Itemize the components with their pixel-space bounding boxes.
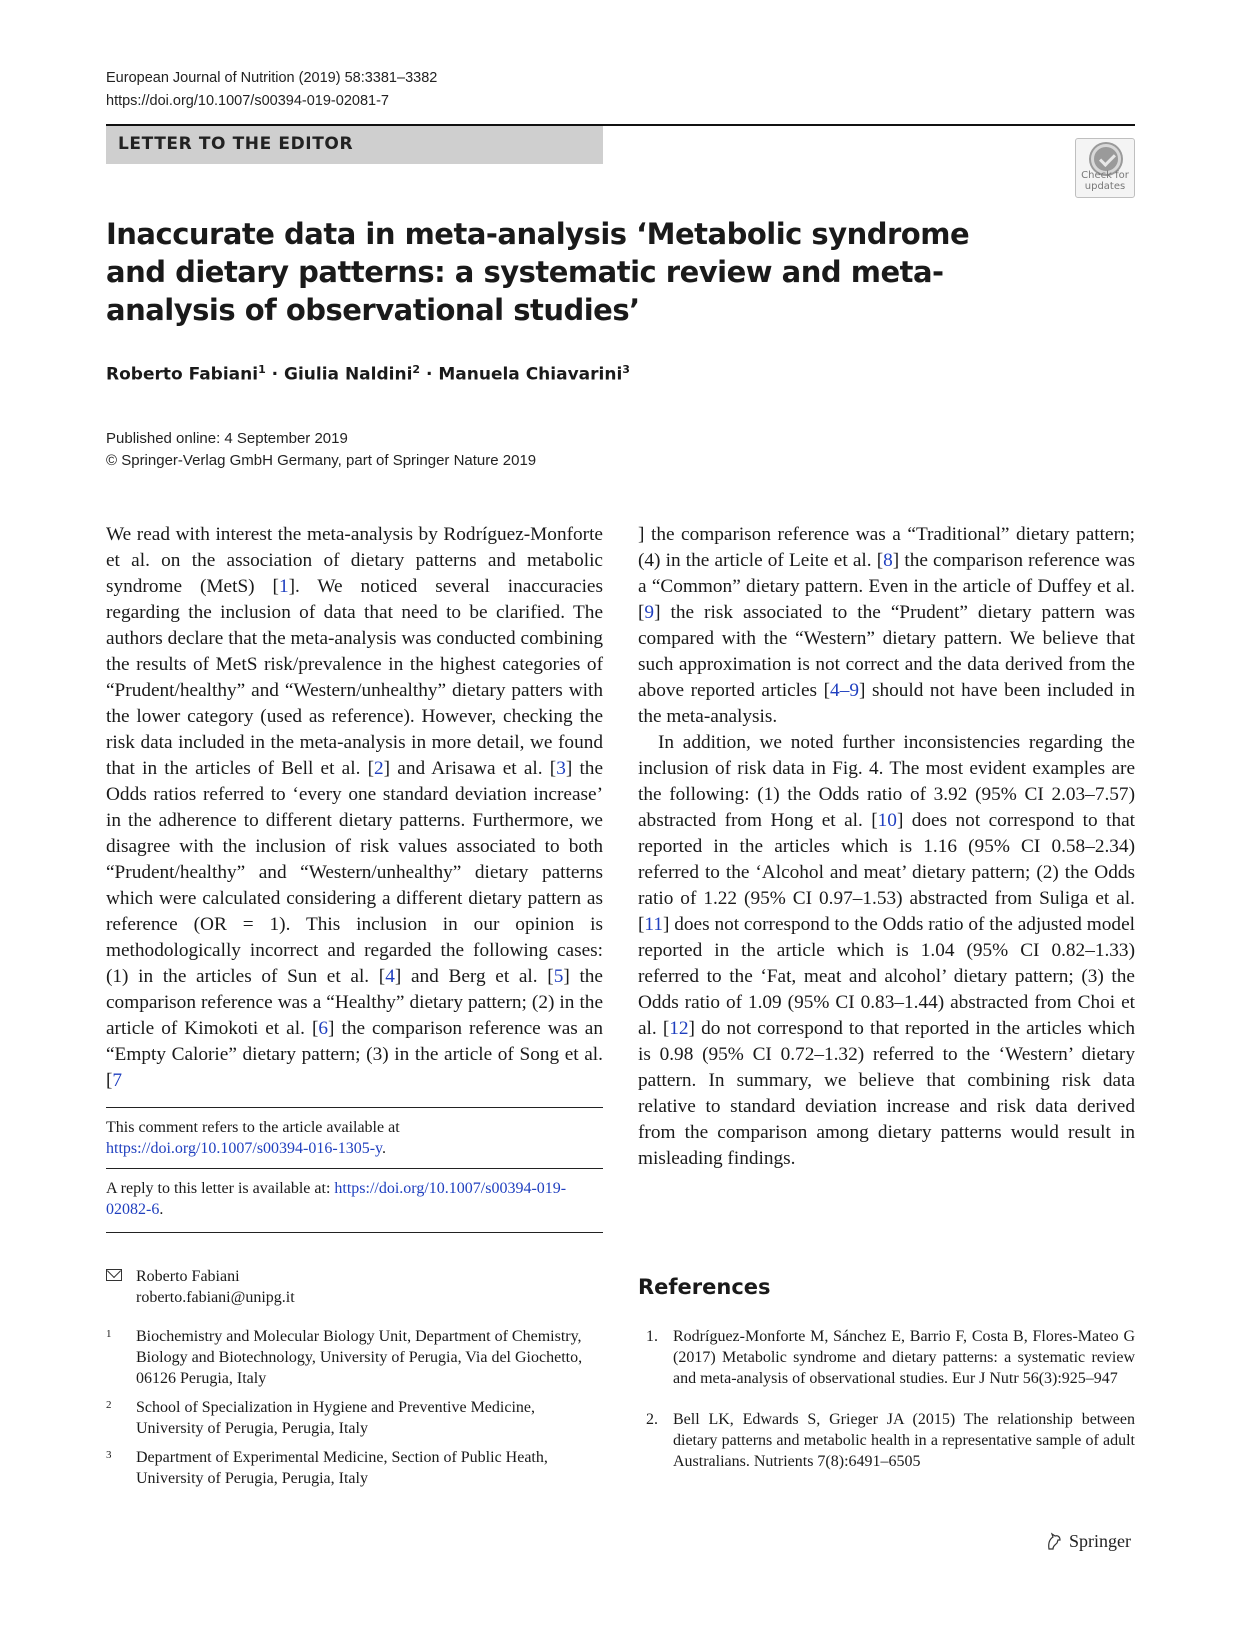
comment-note: This comment refers to the article available at https://doi.org/10.1007/s00394-016-1305-y. <box>106 1119 400 1157</box>
affiliation-item <box>106 1397 603 1439</box>
reference-item <box>638 1326 1135 1389</box>
body-paragraph: In addition, we noted further inconsistencies regarding the inclusion of risk data in Fig. 4. The most evident examples are the following: (1) the Odds ratio of 3.92 (95% CI 2.03–7.57) abstracted from Hong et al. [10] does not correspond to that reported in the articles which is 1.16 (95% CI 0.58–2.34) referred to the ‘Alcohol and meat’ dietary pattern; (2) the Odds ratio of 1.22 (95% CI 0.97–1.53) abstracted from Suliga et al. [11] does not correspond to the Odds ratio of the adjusted model reported in the article which is 1.04 (95% CI 0.82–1.33) referred to the ‘Fat, meat and alcohol’ dietary pattern; (3) the Odds ratio of 1.09 (95% CI 0.83–1.44) abstracted from Choi et al. [12] do not correspond to that reported in the articles which is 0.98 (95% CI 0.72–1.32) referred to the ‘Western’ dietary pattern. In summary, we believe that combining risk data relative to standard deviation increase and risk data derived from the comparison among dietary patterns would result in misleading findings. <box>638 732 1136 1169</box>
corresponding-email[interactable]: roberto.fabiani@unipg.it <box>136 1289 295 1306</box>
author-affiliation-mark: 3 <box>622 363 630 376</box>
affiliation-number: 3 <box>106 1449 112 1461</box>
citation-link[interactable]: 4 <box>385 966 395 987</box>
comment-article-link[interactable]: https://doi.org/10.1007/s00394-016-1305-y <box>106 1140 382 1157</box>
citation-link[interactable]: 7 <box>112 1070 123 1091</box>
author-affiliation-mark: 2 <box>412 363 421 376</box>
copyright-line: © Springer-Verlag GmbH Germany, part of Springer Nature 2019 <box>106 452 537 469</box>
citation-link[interactable]: 11 <box>644 914 663 935</box>
citation-link[interactable]: 5 <box>553 966 564 987</box>
reference-number: 2. <box>646 1411 658 1428</box>
citation-link[interactable]: 4–9 <box>830 680 859 701</box>
affiliation-text: Department of Experimental Medicine, Section of Public Heath, University of Perugia, Perugia, Italy <box>136 1449 548 1487</box>
author-name[interactable]: Giulia Naldini <box>284 364 413 385</box>
footnote-rule <box>106 1168 603 1169</box>
corresponding-author <box>106 1266 603 1308</box>
body-column-right <box>638 522 1135 1172</box>
author-affiliation-mark: 1 <box>258 363 266 376</box>
affiliation-item <box>106 1447 603 1489</box>
affiliation-text: Biochemistry and Molecular Biology Unit, Department of Chemistry, Biology and Biotechnology, University of Perugia, Via del Giochetto, 06126 Perugia, Italy <box>136 1328 583 1387</box>
author-separator: · <box>420 364 439 385</box>
body-column-left <box>106 522 603 1094</box>
citation-link[interactable]: 9 <box>644 602 655 623</box>
footnote-rule <box>106 1232 603 1233</box>
author-name[interactable]: Manuela Chiavarini <box>438 364 623 385</box>
publisher-logo <box>1045 1531 1131 1552</box>
author-separator: · <box>265 364 285 385</box>
citation-link[interactable]: 3 <box>556 758 566 779</box>
author-list <box>106 363 630 385</box>
citation-link[interactable]: 10 <box>877 810 897 831</box>
check-badge-text-1: Check for <box>1081 170 1129 181</box>
check-for-updates-badge[interactable] <box>1075 138 1135 198</box>
affiliation-number: 2 <box>106 1399 112 1411</box>
footnote-rule <box>106 1107 603 1108</box>
citation-link[interactable]: 8 <box>883 550 893 571</box>
doi-line[interactable]: https://doi.org/10.1007/s00394-019-02081-7 <box>106 93 389 109</box>
publisher-name: Springer <box>1069 1531 1131 1551</box>
citation-link[interactable]: 6 <box>318 1018 329 1039</box>
reference-text: Bell LK, Edwards S, Grieger JA (2015) The relationship between dietary patterns and metabolic health in a representative sample of adult Australians. Nutrients 7(8):6491–6505 <box>673 1411 1135 1470</box>
reference-text: Rodríguez-Monforte M, Sánchez E, Barrio F, Costa B, Flores-Mateo G (2017) Metabolic syndrome and dietary patterns: a systematic review and meta-analysis of observational studies. Eur J Nutr 56(3):925–947 <box>673 1328 1135 1387</box>
citation-link[interactable]: 2 <box>374 758 384 779</box>
publication-info <box>106 428 536 472</box>
springer-horse-icon <box>1045 1531 1063 1551</box>
reply-note: A reply to this letter is available at: https://doi.org/10.1007/s00394-019-02082-6. <box>106 1180 567 1218</box>
references-heading: References <box>638 1275 771 1299</box>
affiliation-text: School of Specialization in Hygiene and Preventive Medicine, University of Perugia, Perugia, Italy <box>136 1399 535 1437</box>
reply-letter-link[interactable]: https://doi.org/10.1007/s00394-019-02082-6 <box>106 1180 567 1218</box>
published-date: Published online: 4 September 2019 <box>106 430 348 447</box>
body-paragraph-continued: ] the comparison reference was a “Traditional” dietary pattern; (4) in the article of Leite et al. [8] the comparison reference was a “Common” dietary pattern. Even in the article of Duffey et al. [9] the risk associated to the “Prudent” dietary pattern was compared with the “Western” dietary pattern. We believe that such approximation is not correct and the data derived from the above reported articles [4–9] should not have been included in the meta-analysis. <box>638 524 1135 727</box>
journal-line: European Journal of Nutrition (2019) 58:3381–3382 <box>106 70 438 86</box>
affiliation-item <box>106 1326 603 1389</box>
citation-link[interactable]: 12 <box>669 1018 689 1039</box>
article-title: Inaccurate data in meta-analysis ‘Metabolic syndrome and dietary patterns: a systematic review and meta-analysis of observational studies’ <box>106 217 970 327</box>
journal-citation <box>106 67 437 113</box>
check-badge-text-2: updates <box>1084 181 1126 192</box>
reference-item <box>638 1409 1135 1472</box>
citation-link[interactable]: 1 <box>278 576 289 597</box>
body-paragraph: We read with interest the meta-analysis by Rodríguez-Monforte et al. on the association of dietary patterns and metabolic syndrome (MetS) [1]. We noticed several inaccuracies regarding the inclusion of data that need to be clarified. The authors declare that the meta-analysis was conducted combining the results of MetS risk/prevalence in the highest categories of “Prudent/healthy” and “Western/unhealthy” dietary patters with the lower category (used as reference). However, checking the risk data included in the meta-analysis in more detail, we found that in the articles of Bell et al. [2] and Arisawa et al. [3] the Odds ratios referred to ‘every one standard deviation increase’ in the adherence to different dietary patterns. Furthermore, we disagree with the inclusion of risk values associated to both “Prudent/healthy” and “Western/unhealthy” dietary patterns which were calculated considering a different dietary pattern as reference (OR = 1). This inclusion in our opinion is methodologically incorrect and regarded the following cases: (1) in the articles of Sun et al. [4] and Berg et al. [5] the comparison reference was a “Healthy” dietary pattern; (2) in the article of Kimokoti et al. [6] the comparison reference was an “Empty Calorie” dietary pattern; (3) in the article of Song et al. [7 <box>106 524 604 1091</box>
section-label: LETTER TO THE EDITOR <box>118 134 354 154</box>
corresponding-name: Roberto Fabiani <box>136 1268 240 1285</box>
envelope-icon <box>106 1269 122 1281</box>
author-name[interactable]: Roberto Fabiani <box>106 364 259 385</box>
affiliation-number: 1 <box>106 1328 112 1340</box>
section-band <box>106 126 603 164</box>
reference-number: 1. <box>646 1328 658 1345</box>
